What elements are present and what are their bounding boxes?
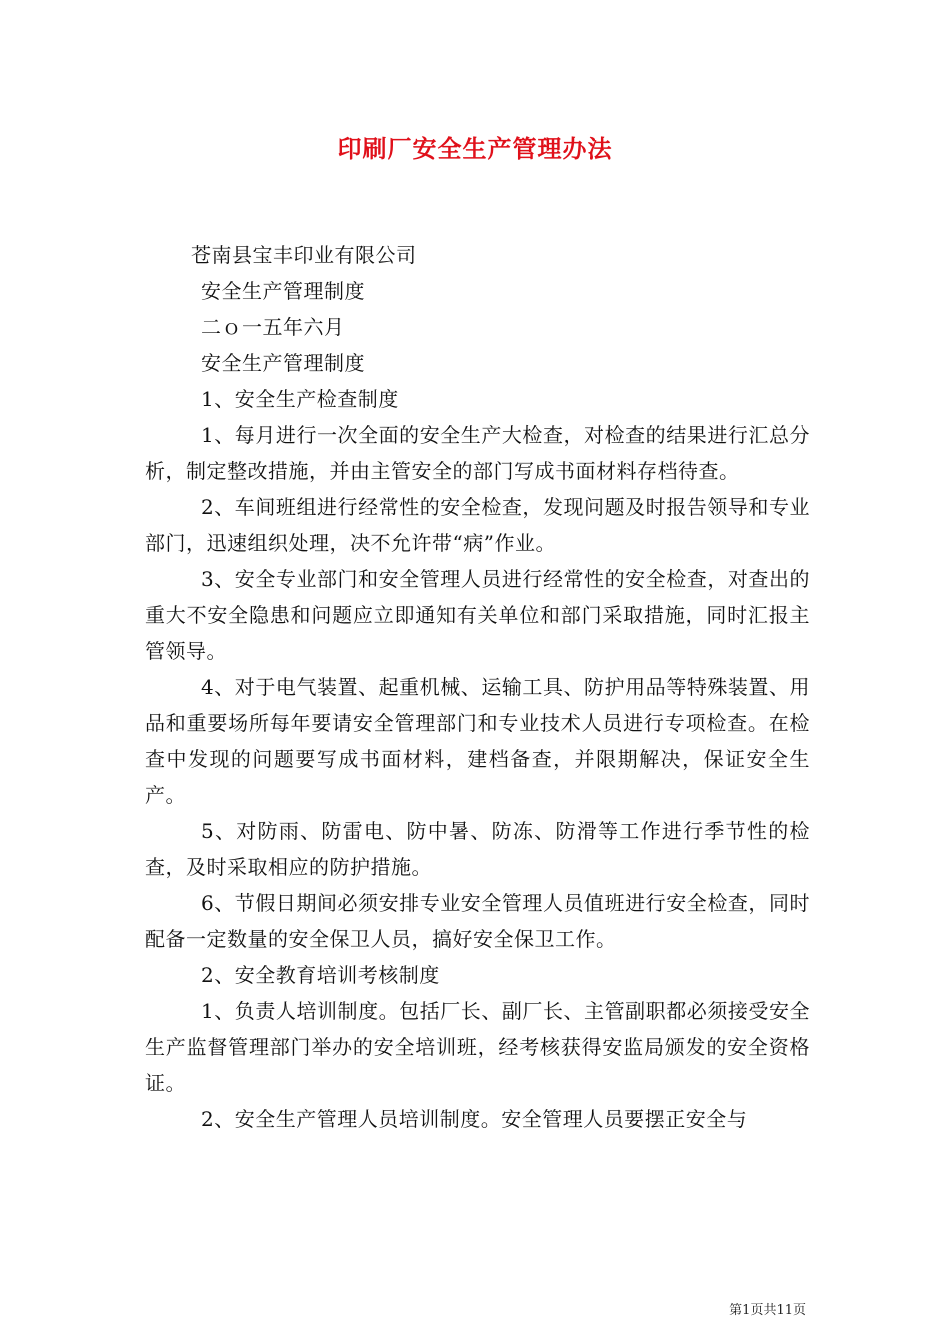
paragraph: 4、对于电气装置、起重机械、运输工具、防护用品等特殊装置、用品和重要场所每年要请安全管理部门和专业技术人员进行专项检查。在检查中发现的问题要写成书面材料，建档备查，并限期解决，保证安全生产。 xyxy=(145,675,810,807)
page-number: 第1页共11页 xyxy=(729,1303,806,1318)
paragraph: 3、安全专业部门和安全管理人员进行经常性的安全检查，对查出的重大不安全隐患和问题应立即通知有关单位和部门采取措施，同时汇报主管领导。 xyxy=(145,567,810,663)
document-body xyxy=(145,237,810,1137)
subtitle-line: 安全生产管理制度 xyxy=(201,351,365,375)
paragraph: 1、每月进行一次全面的安全生产大检查，对检查的结果进行汇总分析，制定整改措施，并由主管安全的部门写成书面材料存档待查。 xyxy=(145,423,810,483)
section-heading: 1、安全生产检查制度 xyxy=(201,387,399,411)
paragraph: 2、车间班组进行经常性的安全检查，发现问题及时报告领导和专业部门，迅速组织处理，决不允许带“病”作业。 xyxy=(145,495,810,555)
date-line: 二ｏ一五年六月 xyxy=(201,315,345,339)
paragraph: 2、安全生产管理人员培训制度。安全管理人员要摆正安全与 xyxy=(201,1107,748,1131)
document-title: 印刷厂安全生产管理办法 xyxy=(337,134,613,163)
paragraph: 6、节假日期间必须安排专业安全管理人员值班进行安全检查，同时配备一定数量的安全保卫人员，搞好安全保卫工作。 xyxy=(145,891,810,951)
paragraph: 5、对防雨、防雷电、防中暑、防冻、防滑等工作进行季节性的检查，及时采取相应的防护措施。 xyxy=(145,819,810,879)
subtitle-line: 安全生产管理制度 xyxy=(201,279,365,303)
section-heading: 2、安全教育培训考核制度 xyxy=(201,963,440,987)
company-name: 苍南县宝丰印业有限公司 xyxy=(191,243,417,267)
paragraph: 1、负责人培训制度。包括厂长、副厂长、主管副职都必须接受安全生产监督管理部门举办的安全培训班，经考核获得安监局颁发的安全资格证。 xyxy=(145,999,810,1095)
